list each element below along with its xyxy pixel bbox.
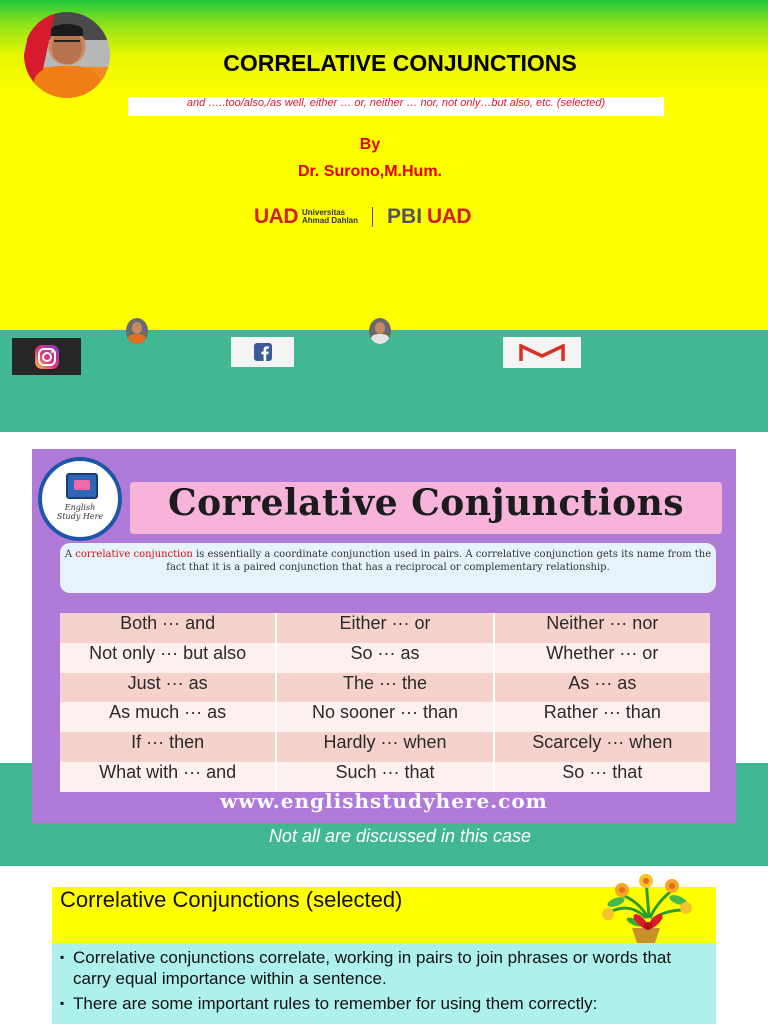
infographic-description: A correlative conjunction is essentially a coordinate conjunction used in pairs. A correlative conjunction gets its name from the fact that it is a paired conjunction that has a reciprocal or complementary relationship. <box>60 543 716 593</box>
table-cell: No sooner ··· than <box>275 702 492 732</box>
table-cell: As ··· as <box>493 673 710 703</box>
table-row <box>60 702 710 732</box>
bullet-point: ▪ There are some important rules to remember for using them correctly: <box>60 993 708 1014</box>
table-cell: Such ··· that <box>275 762 492 792</box>
gmail-icon <box>519 344 565 362</box>
infographic-slide <box>0 432 768 866</box>
table-row <box>60 762 710 792</box>
content-slide-title: Correlative Conjunctions (selected) <box>60 887 403 912</box>
table-cell: Either ··· or <box>275 613 492 643</box>
pbi-logo: PBI <box>387 205 423 228</box>
table-cell: So ··· that <box>493 762 710 792</box>
facebook-icon <box>254 343 272 361</box>
infographic-title: Correlative Conjunctions <box>167 482 685 524</box>
table-cell: Hardly ··· when <box>275 732 492 762</box>
table-cell: The ··· the <box>275 673 492 703</box>
uad-logo: UAD <box>254 205 298 228</box>
facebook-link[interactable] <box>231 337 294 367</box>
slide-title: CORRELATIVE CONJUNCTIONS <box>223 50 577 76</box>
slide-subtitle: and …..too/also,/as well, either … or, neither … nor, not only…but also, etc. (selected) <box>128 97 664 116</box>
title-slide <box>0 0 768 432</box>
table-cell: Scarcely ··· when <box>493 732 710 762</box>
logo-divider <box>372 207 373 227</box>
table-cell: What with ··· and <box>99 761 237 782</box>
infographic-title-box <box>130 482 722 534</box>
author-avatar <box>24 12 110 98</box>
table-row <box>60 613 710 643</box>
by-label: By <box>359 136 381 153</box>
logo-text: English Study Here <box>56 503 104 521</box>
table-row <box>60 732 710 762</box>
content-slide <box>0 866 768 1024</box>
table-row <box>60 643 710 673</box>
table-cell: Neither ··· nor <box>493 613 710 643</box>
author-mini-avatar <box>369 318 391 344</box>
author-mini-avatar <box>126 318 148 344</box>
table-cell: So ··· as <box>275 643 492 673</box>
pbi-uad-logo: UAD <box>427 205 472 228</box>
bullet-point: ▪ Correlative conjunctions correlate, working in pairs to join phrases or words that carry equal importance within a sentence. <box>60 947 708 989</box>
table-cell: Whether ··· or <box>493 643 710 673</box>
english-study-here-logo <box>38 457 122 541</box>
gmail-link[interactable] <box>503 337 581 368</box>
table-cell: Not only ··· but also <box>89 642 247 663</box>
infographic-caption: Not all are discussed in this case <box>268 826 532 846</box>
instagram-icon <box>34 344 60 370</box>
content-slide-body <box>52 943 716 1024</box>
table-cell: As much ··· as <box>109 702 227 723</box>
website-url: www.englishstudyhere.com <box>220 789 548 813</box>
table-cell: Rather ··· than <box>493 702 710 732</box>
conjunction-pairs-table <box>60 613 710 792</box>
table-cell: Just ··· as <box>127 672 208 693</box>
university-name: Universitas Ahmad Dahlan <box>302 208 359 225</box>
flower-bouquet-icon <box>600 872 694 946</box>
title-slide-footer-band <box>0 330 768 432</box>
instagram-link[interactable] <box>12 338 81 375</box>
correlative-conjunctions-infographic <box>32 449 736 823</box>
table-cell: If ··· then <box>131 732 205 753</box>
author-name: Dr. Surono,M.Hum. <box>298 163 442 180</box>
computer-icon <box>66 473 98 499</box>
table-row <box>60 673 710 703</box>
highlighted-term: correlative conjunction <box>75 549 193 560</box>
table-cell: Both ··· and <box>120 613 216 633</box>
university-logos <box>254 203 471 231</box>
